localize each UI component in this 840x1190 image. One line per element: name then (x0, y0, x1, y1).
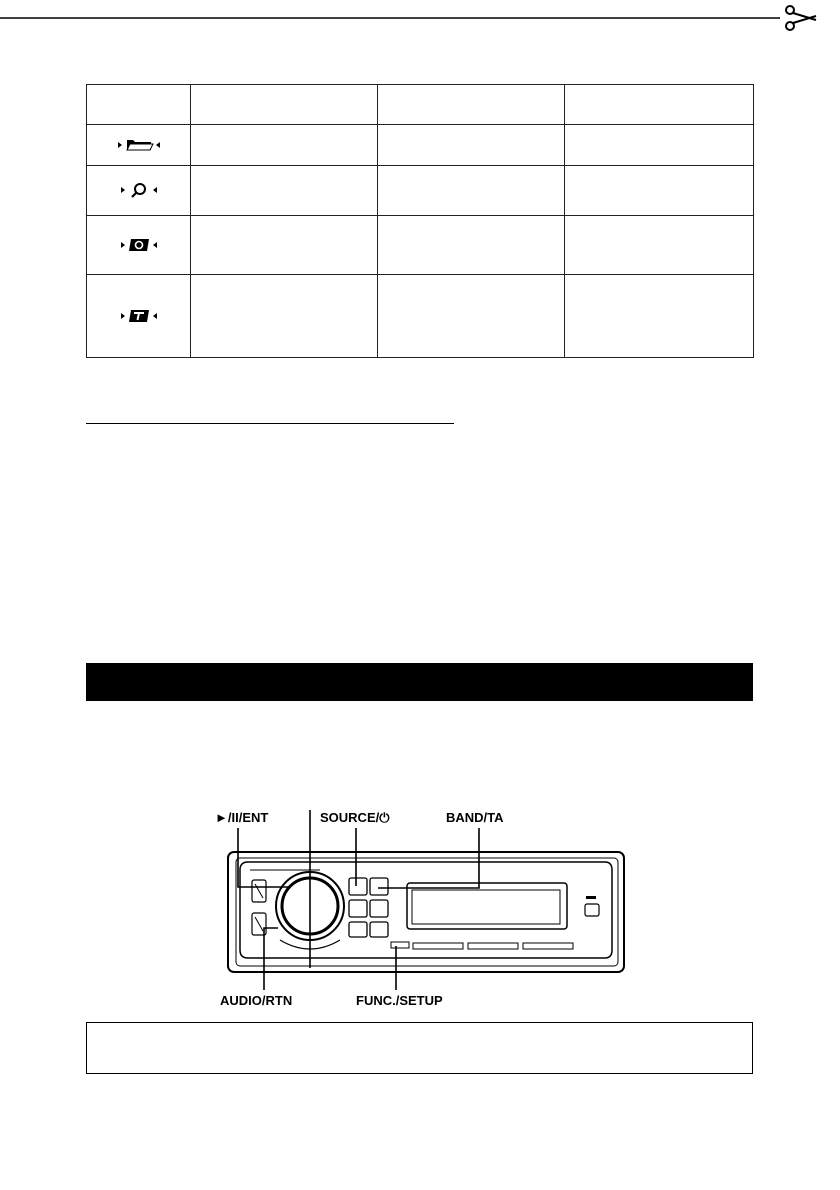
scissors-icon (786, 6, 816, 30)
table-cell (87, 125, 191, 166)
table-cell (87, 216, 191, 275)
table-header-row (87, 85, 754, 125)
callout-play-pause-enter: ►/II/ENT (215, 810, 269, 825)
table-row (87, 275, 754, 358)
table-cell (378, 166, 565, 216)
section-rule (86, 423, 454, 424)
album-icon (119, 238, 159, 252)
callout-func-setup: FUNC./SETUP (356, 993, 443, 1008)
table-cell (191, 85, 378, 125)
table-cell (565, 216, 754, 275)
head-unit-drawing (200, 800, 640, 1020)
table-cell (87, 166, 191, 216)
table-cell (378, 275, 565, 358)
section-heading-bar (86, 663, 753, 701)
table-cell (565, 166, 754, 216)
title-icon (119, 309, 159, 323)
table-cell (378, 85, 565, 125)
callout-source-power: SOURCE/⏻ (320, 810, 390, 825)
table-row (87, 166, 754, 216)
folder-icon (116, 138, 162, 152)
table-cell (191, 166, 378, 216)
table-cell (87, 275, 191, 358)
table-row (87, 125, 754, 166)
table-cell (191, 125, 378, 166)
table-cell (191, 216, 378, 275)
head-unit-figure (200, 800, 640, 1020)
table-cell (191, 275, 378, 358)
table-cell (87, 85, 191, 125)
table-cell (565, 275, 754, 358)
callout-audio-rtn: AUDIO/RTN (220, 993, 293, 1008)
table-cell (565, 125, 754, 166)
table-row (87, 216, 754, 275)
icon-table (86, 84, 754, 358)
table-cell (378, 216, 565, 275)
table-cell (565, 85, 754, 125)
callout-band-ta: BAND/TA (446, 810, 504, 825)
artist-icon (119, 182, 159, 198)
table-cell (378, 125, 565, 166)
cut-line (0, 0, 840, 60)
note-box (86, 1022, 753, 1074)
